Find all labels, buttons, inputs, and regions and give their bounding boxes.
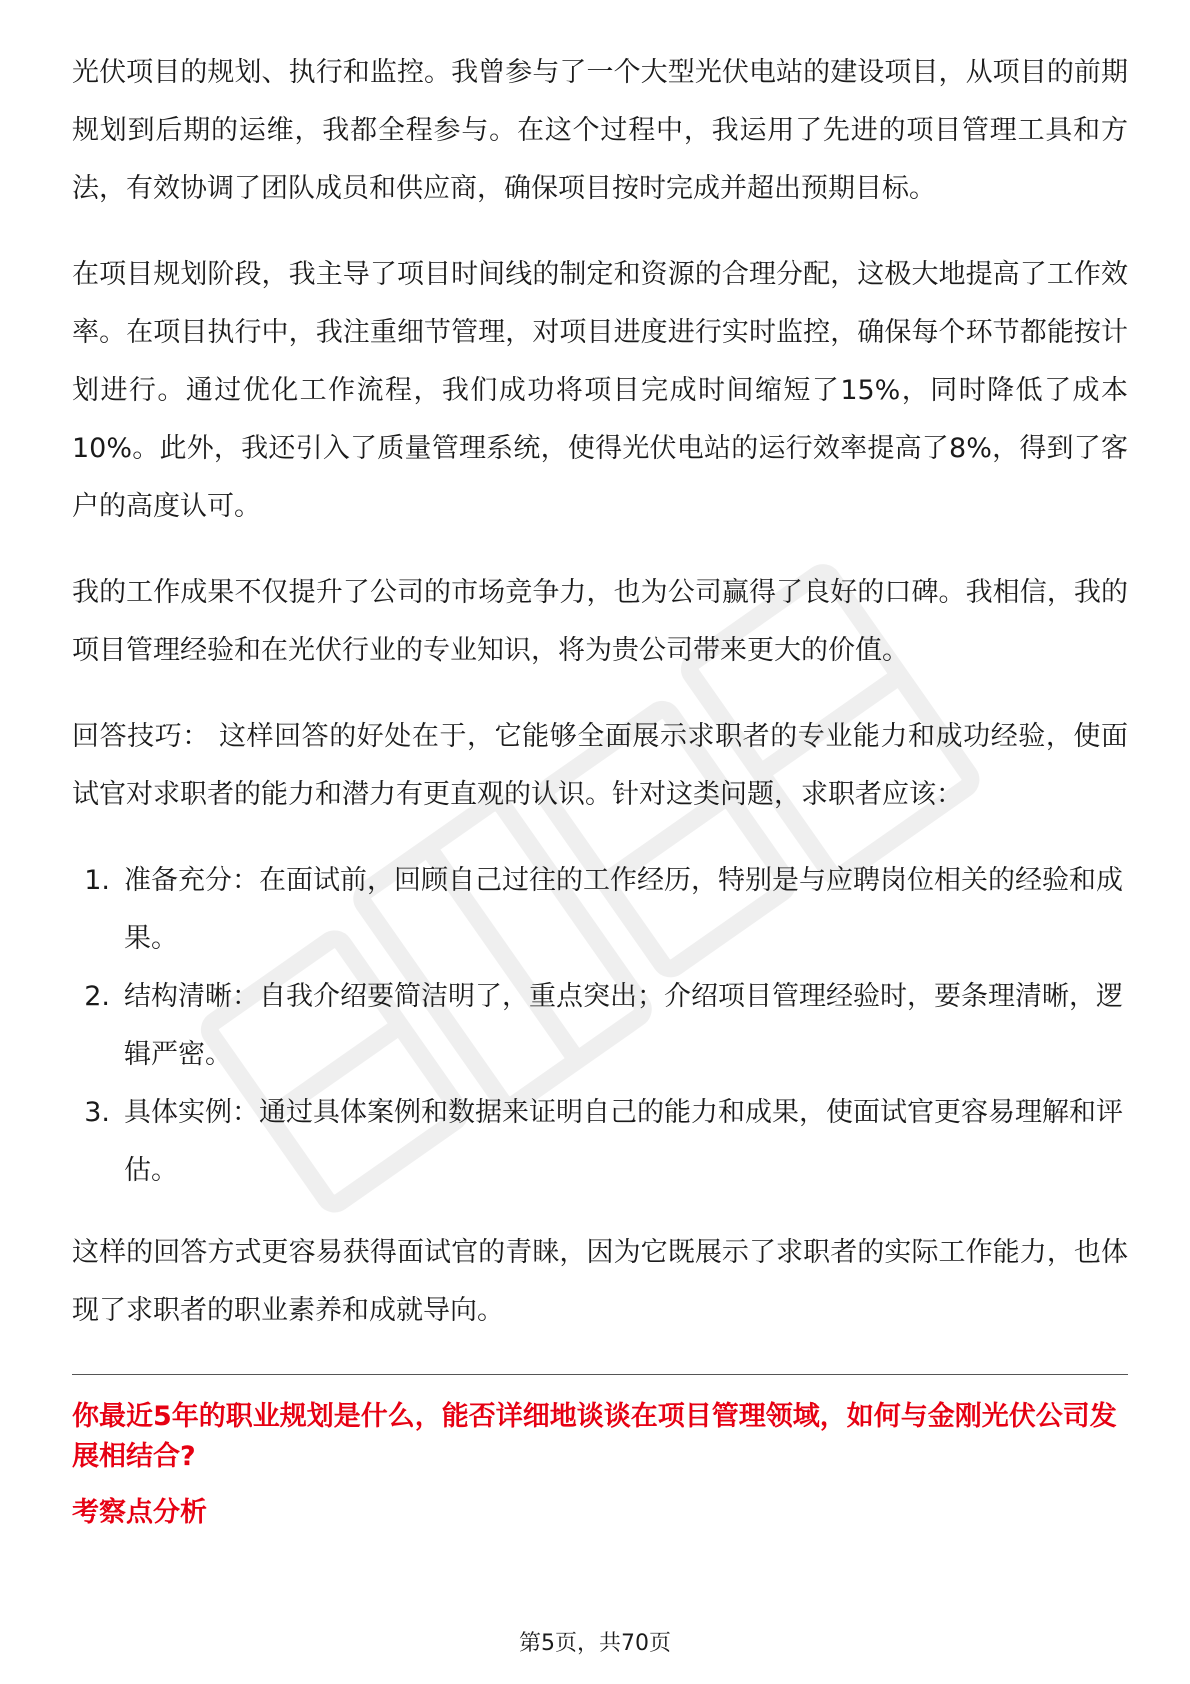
body-paragraph-2: 在项目规划阶段，我主导了项目时间线的制定和资源的合理分配，这极大地提高了工作效率。在项目执行中，我注重细节管理，对项目进度进行实时监控，确保每个环节都能按计划进行。通过优化工作流程，我们成功将项目完成时间缩短了15%，同时降低了成本10%。此外，我还引入了质量管理系统，使得光伏电站的运行效率提高了8%，得到了客户的高度认可。 — [72, 259, 1128, 522]
list-item-text: 结构清晰：自我介绍要简洁明了，重点突出；介绍项目管理经验时，要条理清晰，逻辑严密。 — [124, 981, 1123, 1070]
document-body — [72, 44, 1128, 1533]
tips-list — [72, 852, 1128, 1200]
list-item-number: 2. — [84, 981, 110, 1012]
list-item — [72, 852, 1128, 968]
body-paragraph-3: 我的工作成果不仅提升了公司的市场竞争力，也为公司赢得了良好的口碑。我相信，我的项目管理经验和在光伏行业的专业知识，将为贵公司带来更大的价值。 — [72, 577, 1128, 666]
list-item-number: 3. — [84, 1097, 110, 1128]
list-item-text: 具体实例：通过具体案例和数据来证明自己的能力和成果，使面试官更容易理解和评估。 — [124, 1097, 1123, 1186]
list-item — [72, 968, 1128, 1084]
answer-tips-intro: 回答技巧： 这样回答的好处在于，它能够全面展示求职者的专业能力和成功经验，使面试官对求职者的能力和潜力有更直观的认识。针对这类问题，求职者应该： — [72, 721, 1128, 810]
section-divider — [72, 1374, 1128, 1375]
page-number-footer: 第5页，共70页 — [519, 1631, 671, 1656]
body-paragraph-1: 光伏项目的规划、执行和监控。我曾参与了一个大型光伏电站的建设项目，从项目的前期规划到后期的运维，我都全程参与。在这个过程中，我运用了先进的项目管理工具和方法，有效协调了团队成员和供应商，确保项目按时完成并超出预期目标。 — [72, 57, 1128, 204]
list-item — [72, 1084, 1128, 1200]
list-item-text: 准备充分：在面试前，回顾自己过往的工作经历，特别是与应聘岗位相关的经验和成果。 — [124, 865, 1123, 954]
list-item-number: 1. — [84, 865, 110, 896]
closing-paragraph: 这样的回答方式更容易获得面试官的青睐，因为它既展示了求职者的实际工作能力，也体现了求职者的职业素养和成就导向。 — [72, 1237, 1128, 1326]
next-question-title: 你最近5年的职业规划是什么，能否详细地谈谈在项目管理领域，如何与金刚光伏公司发展相结合? — [72, 1401, 1117, 1472]
section-heading: 考察点分析 — [72, 1497, 207, 1528]
